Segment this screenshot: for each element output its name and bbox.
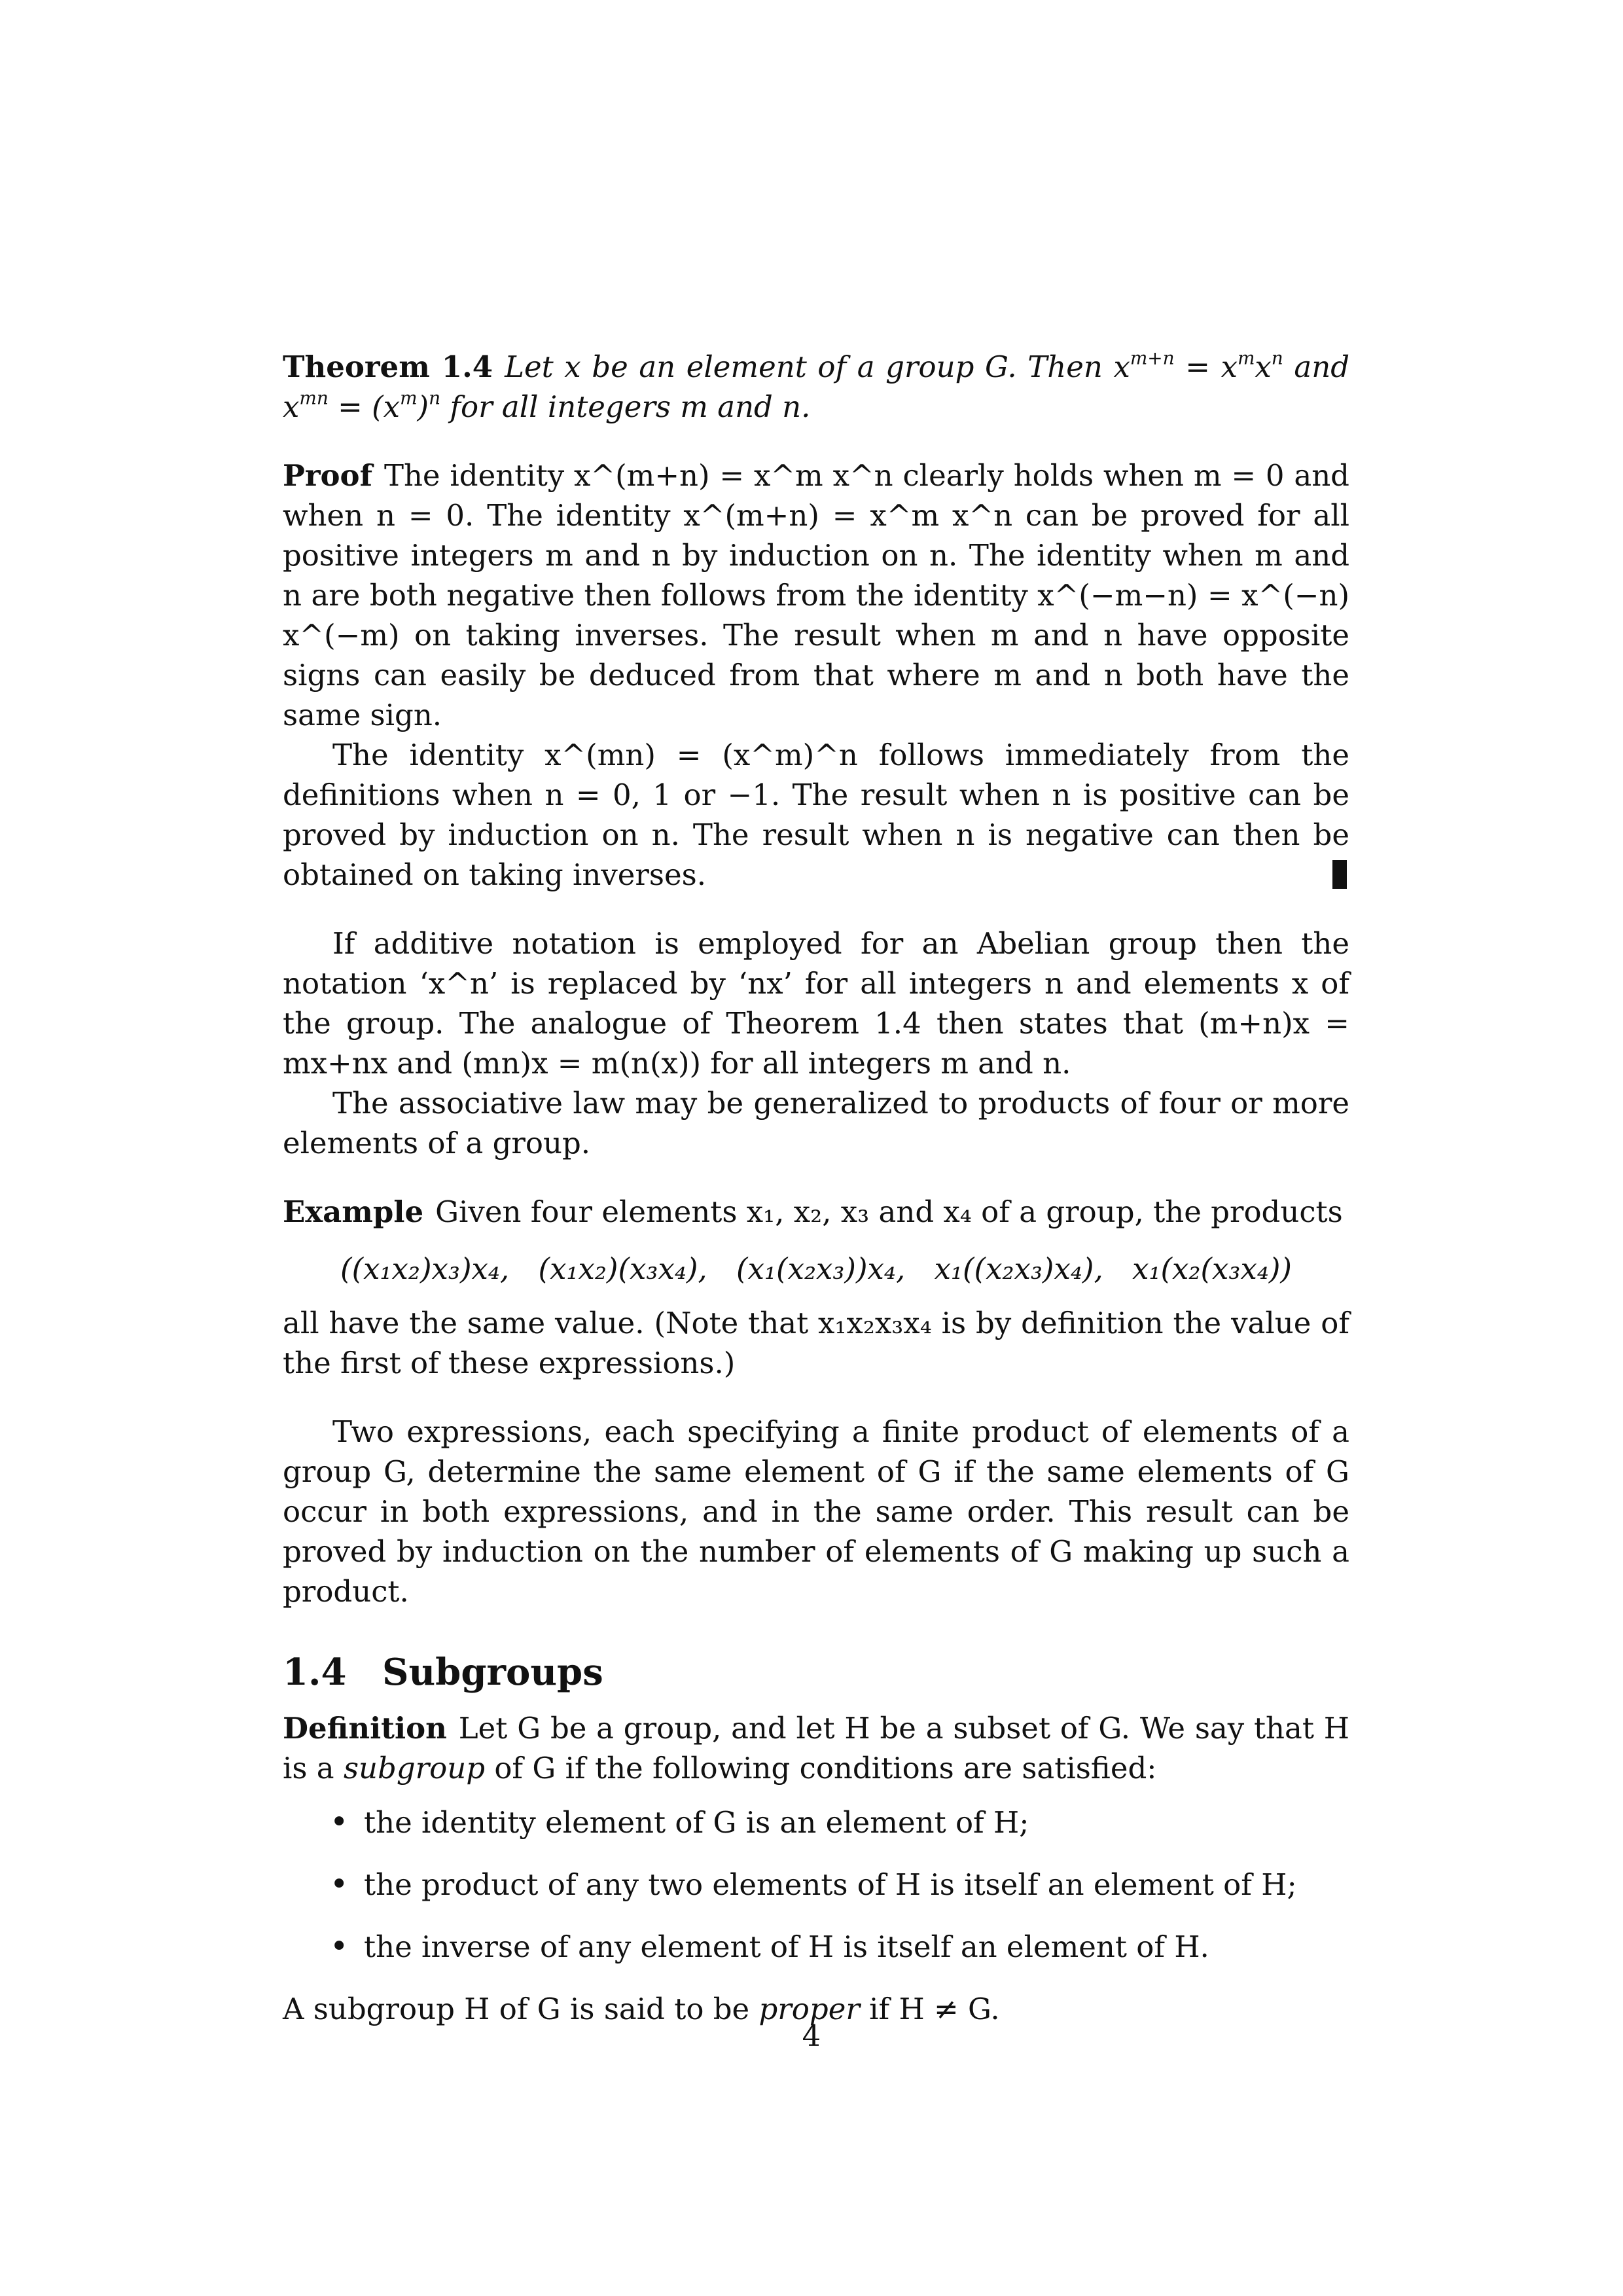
proper-term: proper	[758, 1992, 860, 2026]
proof-paragraph-2	[283, 735, 1349, 895]
subgroup-conditions-list	[283, 1803, 1349, 1967]
example-label: Example	[283, 1194, 424, 1229]
example-paragraph	[283, 1192, 1349, 1232]
theorem-label: Theorem 1.4	[283, 350, 493, 384]
proper-subgroup-sentence: A subgroup H of G is said to be proper if H ≠ G.	[283, 1992, 1000, 2026]
list-item: • the inverse of any element of H is itself an element of H.	[283, 1927, 1349, 1967]
additive-paragraph: If additive notation is employed for an Abelian group then the notation ‘x^n’ is replaced by ‘nx’ for all integers n and elements x of the group. The analogue of Theorem 1.4 then states that (m+n)x = mx+nx and (mn)x = m(n(x)) for all integers m and n.	[283, 926, 1349, 1081]
example-intro: Given four elements x₁, x₂, x₃ and x₄ of a group, the products	[435, 1194, 1343, 1229]
qed-symbol	[1332, 860, 1347, 889]
product-expression: (x₁(x₂x₃))x₄,	[736, 1251, 906, 1286]
product-expression: x₁(x₂(x₃x₄))	[1132, 1251, 1292, 1286]
definition-paragraph: Definition Let G be a group, and let H be a subset of G. We say that H is a subgroup of G if the following conditions are satisfied:	[283, 1711, 1349, 1785]
theorem-1-4: Theorem 1.4 Let x be an element of a group G. Then $x^{m+n} = x^mx^n$ and $x^{mn} = (x^m)^n$ for all integers m and n.	[283, 347, 1349, 424]
section-number: 1.4	[283, 1651, 347, 1694]
two-expressions-paragraph: Two expressions, each specifying a finite product of elements of a group G, determine the same element of G if the same elements of G occur in both expressions, and in the same order. This result can be proved by induction on the number of elements of G making up such a product.	[283, 1414, 1349, 1609]
page-body	[283, 347, 1349, 2029]
proof-label: Proof	[283, 458, 372, 493]
subgroup-term: subgroup	[343, 1751, 486, 1785]
section-title: Subgroups	[382, 1651, 603, 1694]
proof-paragraph-1	[283, 456, 1349, 735]
associative-paragraph: The associative law may be generalized to products of four or more elements of a group.	[283, 1086, 1349, 1160]
product-expression: x₁((x₂x₃)x₄),	[934, 1251, 1103, 1286]
products-display	[283, 1249, 1349, 1289]
section-heading	[283, 1649, 1349, 1695]
proof-text-1: The identity x^(m+n) = x^m x^n clearly holds when m = 0 and when n = 0. The identity x^(m+n) = x^m x^n can be proved for all positive integers m and n by induction on n. The identity when m and n are both negative then follows from the identity x^(−m−n) = x^(−n) x^(−m) on taking inverses. The result when m and n have opposite signs can easily be deduced from that where m and n both have the same sign.	[283, 458, 1349, 732]
list-item: • the product of any two elements of H is itself an element of H;	[283, 1865, 1349, 1905]
example-conclusion: all have the same value. (Note that x₁x₂x₃x₄ is by definition the value of the first of these expressions.)	[283, 1306, 1349, 1380]
page-number: 4	[802, 2018, 821, 2053]
proof-text-2: The identity x^(mn) = (x^m)^n follows immediately from the definitions when n = 0, 1 or −1. The result when n is positive can be proved by induction on n. The result when n is negative can then be obtained on taking inverses.	[283, 738, 1349, 892]
list-item: • the identity element of G is an element of H;	[283, 1803, 1349, 1842]
definition-label: Definition	[283, 1711, 447, 1746]
product-expression: ((x₁x₂)x₃)x₄,	[340, 1251, 510, 1286]
product-expression: (x₁x₂)(x₃x₄),	[538, 1251, 707, 1286]
